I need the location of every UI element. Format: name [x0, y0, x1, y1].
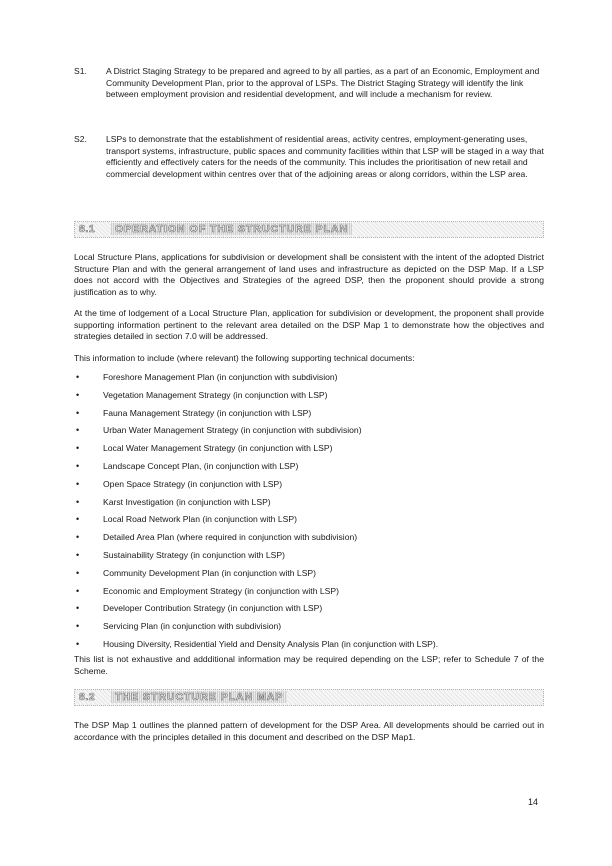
list-item: • Fauna Management Strategy (in conjunction with LSP) [76, 407, 312, 418]
list-item: • Housing Diversity, Residential Yield and Density Analysis Plan (in conjunction with LSP). [76, 638, 439, 649]
list-item: • Economic and Employment Strategy (in conjunction with LSP) [76, 585, 339, 596]
supporting-documents-list [74, 372, 544, 657]
list-item: • Community Development Plan (in conjunction with LSP) [76, 567, 317, 578]
strategy-item-s1 [74, 66, 544, 114]
bullet-icon: • [76, 425, 80, 436]
list-item: • Servicing Plan (in conjunction with subdivision) [76, 621, 282, 632]
list-item: • Foreshore Management Plan (in conjunction with subdivision) [76, 372, 338, 382]
section-heading-operation [74, 221, 544, 238]
list-item: • Local Road Network Plan (in conjunction with LSP) [76, 514, 297, 525]
section-number: 8.2 [79, 691, 96, 703]
bullet-icon: • [76, 496, 80, 507]
list-item: • Landscape Concept Plan, (in conjunction with LSP) [76, 460, 299, 471]
bullet-icon: • [76, 603, 80, 614]
list-item: • Open Space Strategy (in conjunction with LSP) [76, 478, 283, 489]
bullet-icon: • [76, 621, 80, 632]
section-number: 8.1 [79, 223, 96, 235]
item-text: LSPs to demonstrate that the establishment of residential areas, activity centres, employment-generating uses, transport systems, infrastructure, public spaces and community facilities within that LSP will be staged in a way that efficiently and effectively caters for the needs of the community. This includes the prioritisation of new retail and commercial development within centres over that of the adjoining areas or along corridors, within the LSP area. [106, 134, 544, 179]
bullet-icon: • [76, 638, 80, 649]
bullet-icon: • [76, 478, 80, 489]
list-item: • Vegetation Management Strategy (in conjunction with LSP) [76, 389, 328, 400]
bullet-icon: • [76, 460, 80, 471]
bullet-icon: • [76, 389, 80, 400]
bullet-icon: • [76, 514, 80, 525]
paragraph: This list is not exhaustive and addditional information may be required depending on the LSP; refer to Schedule 7 of the Scheme. [74, 654, 544, 676]
section-title: OPERATION OF THE STRUCTURE PLAN [111, 223, 352, 235]
bullet-icon: • [76, 443, 80, 454]
bullet-icon: • [76, 532, 80, 543]
bullet-icon: • [76, 585, 80, 596]
list-item: • Local Water Management Strategy (in conjunction with LSP) [76, 443, 333, 454]
bullet-icon: • [76, 549, 80, 560]
paragraph: The DSP Map 1 outlines the planned pattern of development for the DSP Area. All developments should be carried out in accordance with the principles detailed in this document and described on the DSP Map1. [74, 720, 544, 742]
list-item: • Detailed Area Plan (where required in conjunction with subdivision) [76, 532, 358, 543]
strategy-item-s2 [74, 134, 544, 194]
item-text: A District Staging Strategy to be prepared and agreed to by all parties, as a part of an Economic, Employment and Community Development Plan, prior to the approval of LSPs. The District Staging Strategy will identify the link between employment provision and residential development, and will include a mechanism for review. [106, 66, 540, 100]
paragraph: This information to include (where relevant) the following supporting technical documents: [74, 353, 415, 363]
list-item: • Urban Water Management Strategy (in conjunction with subdivision) [76, 425, 362, 436]
bullet-icon: • [76, 567, 80, 578]
page-number: 14 [528, 797, 539, 807]
bullet-icon: • [76, 372, 80, 382]
list-item: • Developer Contribution Strategy (in conjunction with LSP) [76, 603, 323, 614]
paragraph: At the time of lodgement of a Local Structure Plan, application for subdivision or development, the proponent shall provide supporting information pertinent to the relevant area detailed on the DSP Map 1 to demonstrate how the objectives and strategies detailed in section 7.0 will be addressed. [74, 308, 544, 342]
item-number: S2. [74, 134, 87, 144]
bullet-icon: • [76, 407, 80, 418]
list-item: • Sustainability Strategy (in conjunction with LSP) [76, 549, 285, 560]
section-title: THE STRUCTURE PLAN MAP [111, 691, 287, 703]
item-number: S1. [74, 66, 87, 76]
list-item: • Karst Investigation (in conjunction with LSP) [76, 496, 271, 507]
paragraph: Local Structure Plans, applications for subdivision or development shall be consistent with the intent of the adopted District Structure Plan and with the general arrangement of land uses and infrastructure as depicted on the DSP Map. If a LSP does not accord with the Objectives and Strategies of the agreed DSP, then the proponent should provide a strong justification as to why. [74, 252, 544, 297]
section-heading-map [74, 689, 544, 706]
